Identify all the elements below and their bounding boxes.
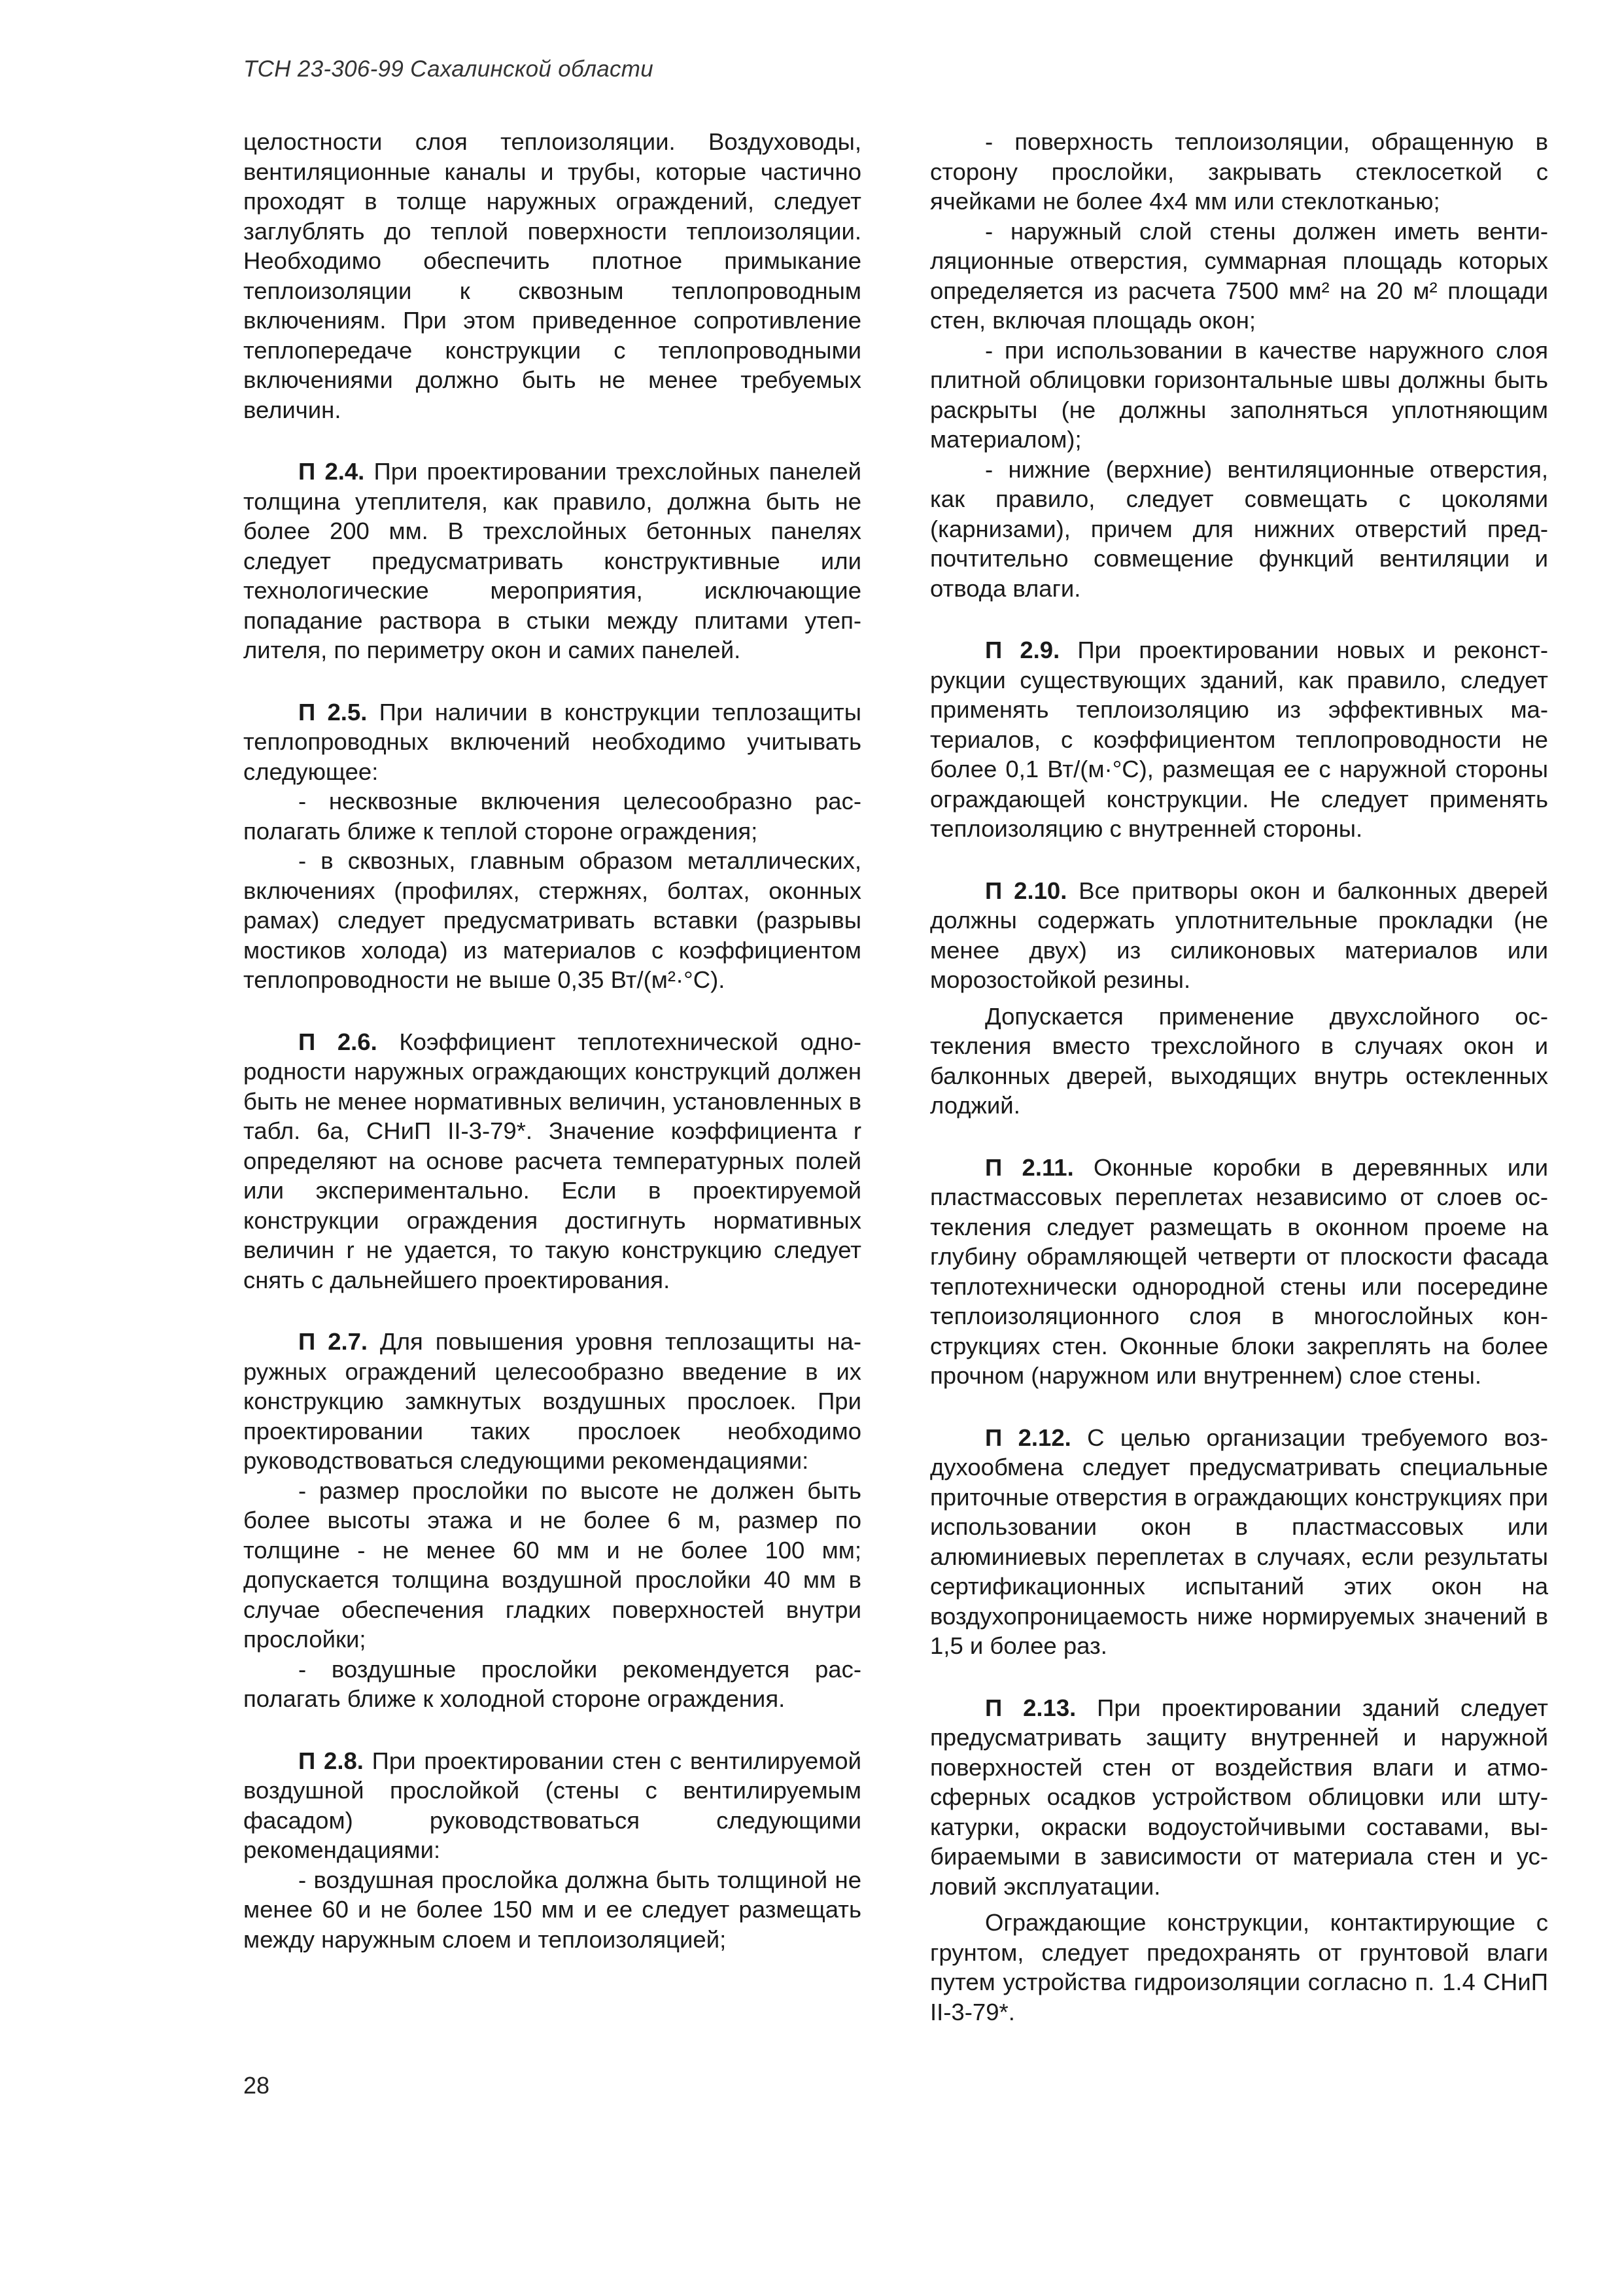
paragraph-text: При проектировании стен с вентилируемой воздушной прослойкой (стены с вентилируемым фасадом) руководствоваться следующими рекомендациями: xyxy=(243,1747,861,1863)
paragraph-text: Для повышения уровня теплозащиты наружных ограждений целесообразно введение в их конструкцию замкнутых воздушных прослоек. При проектировании таких прослоек необходимо руководствоваться следующими рекомендациями: xyxy=(243,1328,861,1474)
list-item xyxy=(930,455,1548,604)
clause-2-12 xyxy=(930,1423,1548,1661)
clause-2-8 xyxy=(243,1746,861,1865)
paragraph-text: Коэффициент теплотехнической однородности наружных ограждающих конструкций должен быть не менее нормативных величин, установленных в табл. 6а, СНиП II-3-79*. Значение коэффициента r определяют на основе расчета температурных полей или экспериментально. Если в проектируемой конструкции ограждения достигнуть нормативных величин r не удается, то такую конструкцию следует снять с дальнейшего проектирования. xyxy=(243,1028,861,1293)
paragraph-text: Все притворы окон и балконных дверей должны содержать уплотнительные прокладки (не менее двух) из силиконовых материалов или морозостойкой резины. xyxy=(930,877,1548,993)
paragraph-text: При проектировании трехслойных панелей толщина утеплителя, как правило, должна быть не более 200 мм. В трехслойных бетонных панелях следует предусматривать конструктивные или технологические мероприятия, исключающие попадание раствора в стыки между плитами утеплителя, по периметру окон и самих панелей. xyxy=(243,458,861,663)
list-item xyxy=(930,127,1548,217)
clause-2-13 xyxy=(930,1693,1548,1902)
clause-label: П 2.7. xyxy=(298,1328,368,1355)
paragraph-text: Оконные коробки в деревянных или пластмассовых переплетах независимо от слоев остекления следует размещать в оконном проеме на глубину обрамляющей четверти от плоскости фасада теплотехнически однородной стены или посередине теплоизоляционного слоя в многослойных конструкциях стен. Оконные блоки закреплять на более прочном (наружном или внутреннем) слое стены. xyxy=(930,1153,1549,1389)
paragraph xyxy=(930,1908,1548,2027)
list-item xyxy=(930,217,1548,336)
running-header: ТСН 23-306-99 Сахалинской области xyxy=(243,56,654,82)
clause-2-6 xyxy=(243,1027,861,1295)
paragraph-text: - нижние (верхние) вентиляционные отверстия, как правило, следует совмещать с цоколями (карнизами), причем для нижних отверстий предпочтительно совмещение функций вентиляции и отвода влаги. xyxy=(930,455,1548,602)
paragraph-text: - в сквозных, главным образом металлических, включениях (профилях, стержнях, болтах, оконных рамах) следует предусматривать вставки (разрывы мостиков холода) из материалов с коэффициентом теплопроводности не выше 0,35 Вт/(м²·°С). xyxy=(243,847,861,993)
paragraph-text: целостности слоя теплоизоляции. Воздуховоды, вентиляционные каналы и трубы, которые частично проходят в толще наружных ограждений, следует заглублять до теплой поверхности теплоизоляции. Необходимо обеспечить плотное примыкание теплоизоляции к сквозным теплопроводным включениям. При этом приведенное сопротивление теплопередаче конструкции с теплопроводными включениями должно быть не менее требуемых величин. xyxy=(243,128,861,423)
paragraph-text: При проектировании зданий следует предусматривать защиту внутренней и наружной поверхностей стен от воздействия влаги и атмосферных осадков устройством облицовки или штукатурки, окраски водоустойчивыми составами, выбираемыми в зависимости от материала стен и условий эксплуатации. xyxy=(930,1694,1548,1900)
clause-2-7 xyxy=(243,1327,861,1476)
clause-2-5 xyxy=(243,697,861,787)
paragraph-text: При проектировании новых и реконструкции существующих зданий, как правило, следует применять теплоизоляцию из эффективных материалов, с коэффициентом теплопроводности не более 0,1 Вт/(м·°С), размещая ее с наружной стороны ограждающей конструкции. Не следует применять теплоизоляцию с внутренней стороны. xyxy=(930,637,1548,842)
list-item xyxy=(243,1476,861,1655)
clause-label: П 2.12. xyxy=(985,1424,1071,1451)
list-item xyxy=(243,1865,861,1955)
clause-2-9 xyxy=(930,635,1548,844)
clause-2-11 xyxy=(930,1153,1548,1391)
paragraph xyxy=(243,127,861,425)
paragraph-text: При наличии в конструкции теплозащиты теплопроводных включений необходимо учитывать следующее: xyxy=(243,698,861,785)
clause-label: П 2.4. xyxy=(298,458,365,485)
clause-label: П 2.11. xyxy=(985,1153,1074,1181)
paragraph-text: Допускается применение двухслойного остекления вместо трехслойного в случаях окон и балконных дверей, выходящих внутрь остекленных лоджий. xyxy=(930,1002,1548,1119)
left-column xyxy=(243,127,861,1954)
paragraph-text: С целью организации требуемого воздухообмена следует предусматривать специальные приточные отверстия в ограждающих конструкциях при использовании окон в пластмассовых или алюминиевых переплетах в случаях, если результаты сертификационных испытаний этих окон на воздухопроницаемость ниже нормируемых значений в 1,5 и более раз. xyxy=(930,1424,1548,1659)
right-column xyxy=(930,127,1548,2027)
paragraph-text: - несквозные включения целесообразно располагать ближе к теплой стороне ограждения; xyxy=(243,788,861,845)
clause-2-4 xyxy=(243,457,861,665)
clause-label: П 2.13. xyxy=(985,1694,1077,1721)
list-item xyxy=(930,336,1548,455)
paragraph-text: - воздушные прослойки рекомендуется располагать ближе к холодной стороне ограждения. xyxy=(243,1655,861,1712)
list-item xyxy=(243,1655,861,1714)
page-number: 28 xyxy=(243,2072,270,2099)
clause-label: П 2.5. xyxy=(298,698,368,726)
list-item xyxy=(243,786,861,846)
clause-label: П 2.9. xyxy=(985,637,1060,663)
list-item xyxy=(243,846,861,995)
clause-label: П 2.6. xyxy=(298,1028,377,1055)
clause-label: П 2.8. xyxy=(298,1747,364,1774)
paragraph-text: - при использовании в качестве наружного слоя плитной облицовки горизонтальные швы должны быть раскрыты (не должны заполняться уплотняющим материалом); xyxy=(930,336,1548,453)
paragraph-text: - поверхность теплоизоляции, обращенную в сторону прослойки, закрывать стеклосеткой с ячейками не более 4х4 мм или стеклотканью; xyxy=(930,128,1548,215)
paragraph-text: - воздушная прослойка должна быть толщиной не менее 60 и не более 150 мм и ее следует размещать между наружным слоем и теплоизоляцией; xyxy=(243,1866,861,1953)
paragraph-text: - наружный слой стены должен иметь вентиляционные отверстия, суммарная площадь которых определяется из расчета 7500 мм² на 20 м² площади стен, включая площадь окон; xyxy=(930,217,1548,334)
clause-label: П 2.10. xyxy=(985,877,1067,904)
paragraph xyxy=(930,1002,1548,1121)
clause-2-10 xyxy=(930,876,1548,995)
paragraph-text: - размер прослойки по высоте не должен быть более высоты этажа и не более 6 м, размер по толщине - не менее 60 мм и не более 100 мм; допускается толщина воздушной прослойки 40 мм в случае обеспечения гладких поверхностей внутри прослойки; xyxy=(243,1477,861,1653)
paragraph-text: Ограждающие конструкции, контактирующие с грунтом, следует предохранять от грунтовой влаги путем устройства гидроизоляции согласно п. 1.4 СНиП II-3-79*. xyxy=(930,1909,1548,2025)
